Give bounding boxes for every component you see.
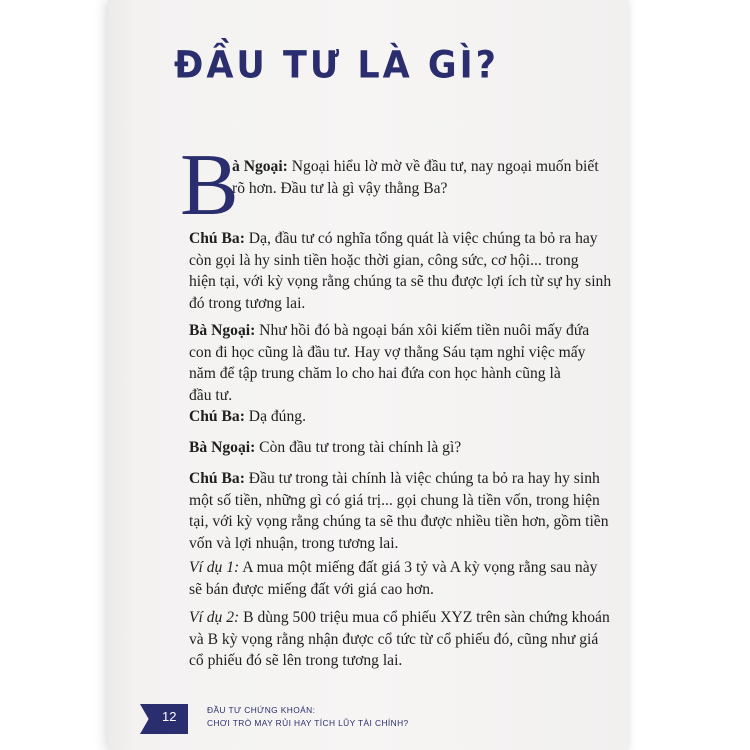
example-2 <box>189 607 610 672</box>
paragraph-line: Bà Ngoại: Như hồi đó bà ngoại bán xôi kiếm tiền nuôi mấy đứa <box>189 322 590 339</box>
paragraph-line: Chú Ba: Dạ đúng. <box>189 408 306 425</box>
paragraph-line: đầu tư. <box>189 386 233 404</box>
page-number: 12 <box>162 709 177 724</box>
paragraph-3 <box>189 320 589 406</box>
paragraph-line: và B kỳ vọng rằng nhận được cổ tức từ cổ phiếu đó, cũng như giá <box>189 630 599 648</box>
speaker-label: Bà Ngoại: <box>189 322 256 339</box>
example-label: Ví dụ 2: <box>189 609 240 626</box>
drop-cap: B <box>180 137 239 234</box>
paragraph-line: Ví dụ 2: B dùng 500 triệu mua cổ phiếu XYZ trên sàn chứng khoán <box>189 609 610 626</box>
paragraph-line: hiện tại, với kỳ vọng rằng chúng ta sẽ thu được lợi ích từ sự hy sinh <box>189 273 612 291</box>
speaker-label: Bà Ngoại: <box>189 439 256 456</box>
speaker-label: à Ngoại: <box>232 158 288 175</box>
paragraph-1 <box>232 156 599 199</box>
paragraph-line: Ví dụ 1: A mua một miếng đất giá 3 tỷ và A kỳ vọng rằng sau này <box>189 559 598 576</box>
example-label: Ví dụ 1: <box>189 559 240 576</box>
paragraph-line: năm để tập trung chăm lo cho hai đứa con học hành cũng là <box>189 365 561 383</box>
example-1 <box>189 557 597 600</box>
speaker-label: Chú Ba: <box>189 470 245 487</box>
paragraph-line: Chú Ba: Đầu tư trong tài chính là việc chúng ta bỏ ra hay hy sinh <box>189 470 600 487</box>
paragraph-line: à Ngoại: Ngoại hiểu lờ mờ về đầu tư, nay ngoại muốn biết <box>232 158 599 175</box>
paragraph-line: tại, với kỳ vọng rằng chúng ta sẽ thu được nhiều tiền hơn, gồm tiền <box>189 513 609 531</box>
paragraph-6 <box>189 468 609 554</box>
paragraph-5 <box>189 437 461 459</box>
speaker-label: Chú Ba: <box>189 230 245 247</box>
paragraph-line: Chú Ba: Dạ, đầu tư có nghĩa tổng quát là việc chúng ta bỏ ra hay <box>189 230 598 247</box>
paragraph-line: Bà Ngoại: Còn đầu tư trong tài chính là gì? <box>189 439 462 456</box>
paragraph-line: cổ phiếu đó sẽ lên trong tương lai. <box>189 652 403 670</box>
footer-line-2: CHƠI TRÒ MAY RỦI HAY TÍCH LŨY TÀI CHÍNH? <box>207 717 409 728</box>
paragraph-line: vốn và lợi nhuận, trong tương lai. <box>189 534 399 552</box>
paragraph-2 <box>189 228 611 314</box>
paragraph-4 <box>189 406 306 428</box>
paragraph-line: rõ hơn. Đầu tư là gì vậy thằng Ba? <box>232 179 448 197</box>
paragraph-line: con đi học cũng là đầu tư. Hay vợ thằng Sáu tạm nghỉ việc mấy <box>189 343 586 361</box>
speaker-label: Chú Ba: <box>189 408 245 425</box>
paragraph-line: đó trong tương lai. <box>189 294 306 312</box>
paragraph-line: sẽ bán được miếng đất với giá cao hơn. <box>189 580 434 598</box>
page-title: ĐẦU TƯ LÀ GÌ? <box>174 44 499 88</box>
paragraph-line: còn gọi là hy sinh tiền hoặc thời gian, công sức, cơ hội... trong <box>189 251 579 269</box>
running-footer <box>207 704 409 729</box>
footer-line-1: ĐẦU TƯ CHỨNG KHOÁN: <box>207 705 316 715</box>
paragraph-line: một số tiền, những gì có giá trị... gọi chung là tiền vốn, trong hiện <box>189 491 600 509</box>
